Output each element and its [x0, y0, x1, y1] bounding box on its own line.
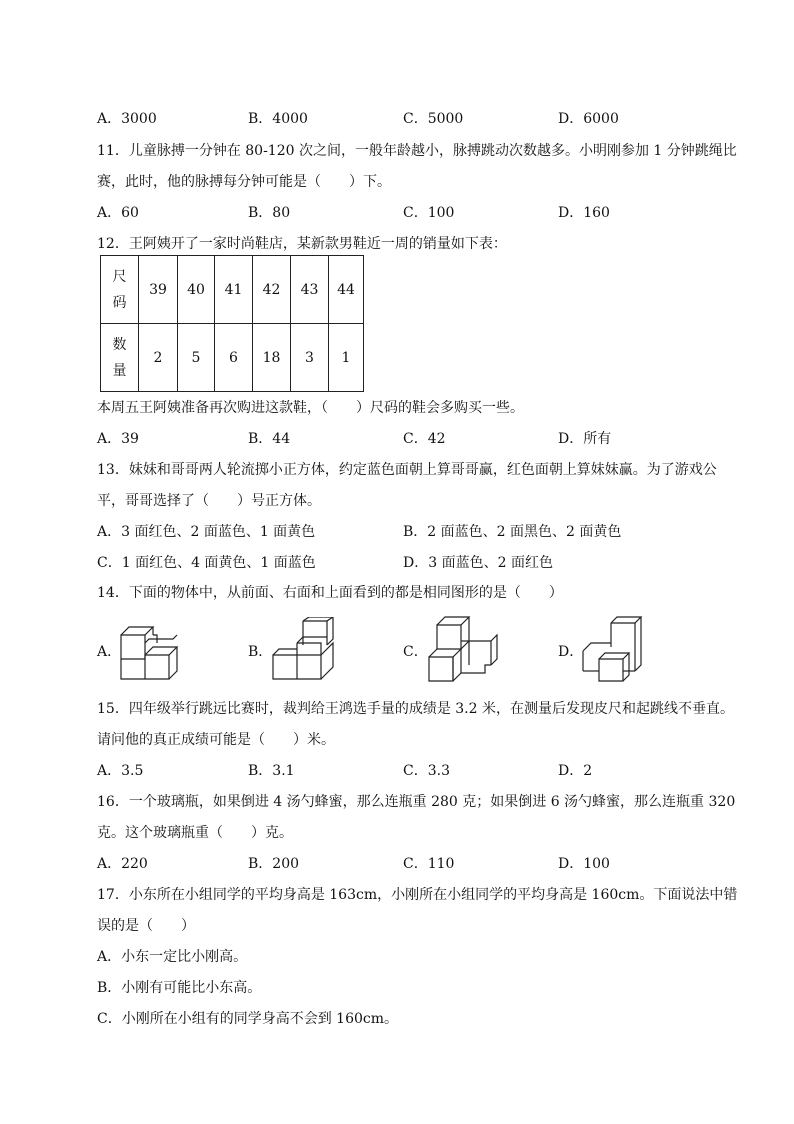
q16-option-d: D．100	[558, 856, 610, 872]
q14-option-b: B．	[248, 644, 273, 660]
q16-option-b: B．200	[248, 856, 300, 872]
q10-option-b: B．4000	[248, 111, 308, 127]
cube-figure-d	[581, 613, 647, 683]
q12-option-d: D．所有	[558, 431, 612, 447]
table-cell: 2	[139, 324, 178, 392]
table-cell: 18	[253, 324, 291, 392]
table-cell: 43	[291, 256, 329, 324]
q16-option-a: A．220	[97, 856, 148, 872]
q10-option-c: C．5000	[403, 111, 464, 127]
q17-option-b: B．小刚有可能比小东高。	[97, 980, 262, 996]
q12-option-b: B．44	[248, 431, 291, 447]
table-cell: 41	[215, 256, 253, 324]
q10-option-a: A．3000	[97, 111, 157, 127]
q11-option-c: C．100	[403, 205, 455, 221]
q14-option-c: C．	[403, 644, 428, 660]
q13-text-line1: 13．妹妹和哥哥两人轮流掷小正方体，约定蓝色面朝上算哥哥赢，红色面朝上算妹妹赢。为了游戏公	[97, 462, 717, 478]
q17-text-line1: 17．小东所在小组同学的平均身高是 163cm，小刚所在小组同学的平均身高是 160cm。下面说法中错	[97, 887, 738, 903]
table-cell: 44	[329, 256, 364, 324]
q15-option-c: C．3.3	[403, 763, 450, 779]
q16-text-line1: 16．一个玻璃瓶，如果倒进 4 汤勺蜂蜜，那么连瓶重 280 克；如果倒进 6 汤勺蜂蜜，那么连瓶重 320	[97, 794, 736, 810]
table-cell: 42	[253, 256, 291, 324]
q13-option-a: A．3 面红色、2 面蓝色、1 面黄色	[97, 524, 316, 540]
q11-option-d: D．160	[558, 205, 610, 221]
q13-option-d: D．3 面蓝色、2 面红色	[403, 555, 553, 571]
cube-figure-a	[117, 617, 181, 681]
table-row-size	[101, 256, 364, 324]
table-row-header-size: 尺 码	[101, 256, 139, 324]
q15-option-a: A．3.5	[97, 763, 144, 779]
q15-option-b: B．3.1	[248, 763, 295, 779]
q13-option-c: C．1 面红色、4 面黄色、1 面蓝色	[97, 555, 316, 571]
q15-text-line1: 15．四年级举行跳远比赛时，裁判给王鸿选手量的成绩是 3.2 米，在测量后发现皮尺和起跳线不垂直。	[97, 701, 734, 717]
q17-option-a: A．小东一定比小刚高。	[97, 949, 248, 965]
table-cell: 3	[291, 324, 329, 392]
q14-text-line1: 14．下面的物体中，从前面、右面和上面看到的都是相同图形的是（ ）	[97, 585, 563, 601]
table-cell: 1	[329, 324, 364, 392]
q11-text-line2: 赛，此时，他的脉搏每分钟可能是（ ）下。	[97, 174, 391, 190]
table-row-quantity	[101, 324, 364, 392]
q12-option-c: C．42	[403, 431, 446, 447]
q15-text-line2: 请问他的真正成绩可能是（ ）米。	[97, 732, 335, 748]
q17-option-c: C．小刚所在小组有的同学身高不会到 160cm。	[97, 1011, 398, 1027]
q11-option-b: B．80	[248, 205, 291, 221]
q12-option-a: A．39	[97, 431, 139, 447]
q12-text-line1: 12．王阿姨开了一家时尚鞋店，某新款男鞋近一周的销量如下表：	[97, 236, 507, 252]
cube-figure-b	[271, 617, 339, 681]
table-cell: 6	[215, 324, 253, 392]
table-cell: 39	[139, 256, 178, 324]
table-cell: 40	[178, 256, 215, 324]
table-cell: 5	[178, 324, 215, 392]
q17-text-line2: 误的是（ ）	[97, 918, 195, 934]
q14-option-a: A．	[97, 644, 122, 660]
q15-option-d: D．2	[558, 763, 593, 779]
q11-option-a: A．60	[97, 205, 139, 221]
q10-option-d: D．6000	[558, 111, 619, 127]
shoe-sales-table	[100, 255, 364, 392]
q16-option-c: C．110	[403, 856, 455, 872]
q13-option-b: B．2 面蓝色、2 面黑色、2 面黄色	[403, 524, 622, 540]
q12-text-line2: 本周五王阿姨准备再次购进这款鞋，（ ）尺码的鞋会多购买一些。	[97, 400, 524, 416]
q16-text-line2: 克。这个玻璃瓶重（ ）克。	[97, 825, 293, 841]
q14-option-d: D．	[558, 644, 584, 660]
table-row-header-quantity: 数 量	[101, 324, 139, 392]
q11-text-line1: 11．儿童脉搏一分钟在 80-120 次之间，一般年龄越小，脉搏跳动次数越多。小明刚参加 1 分钟跳绳比	[97, 143, 737, 159]
cube-figure-c	[425, 613, 499, 683]
q13-text-line2: 平，哥哥选择了（ ）号正方体。	[97, 493, 321, 509]
